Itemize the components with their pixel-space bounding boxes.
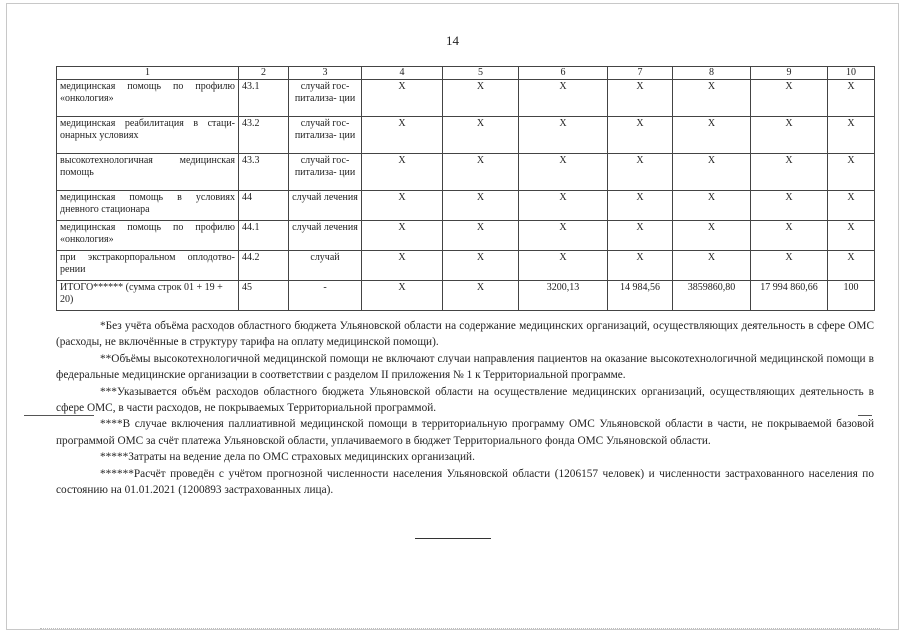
value-cell: X [608,117,673,154]
table-row [57,80,875,117]
footnote: ******Расчёт проведён с учётом прогнозной численности населения Ульяновской области (1206157 человек) и численности застрахованного населения по состоянию на 01.01.2021 (1200893 застрахованных лица). [56,467,874,497]
row-code: 45 [239,281,289,311]
header-cell: 2 [239,67,289,80]
value-cell: X [828,154,875,191]
separator-line [415,538,491,539]
row-unit: случай гос- питализа- ции [289,80,362,117]
value-cell: X [519,117,608,154]
value-cell: X [362,221,443,251]
row-name: при экстракорпоральном оплодотво- рении [57,251,239,281]
value-cell: X [751,80,828,117]
value-cell: X [608,154,673,191]
table-header-row [57,67,875,80]
row-unit: случай гос- питализа- ции [289,154,362,191]
value-cell: X [751,221,828,251]
row-name: высокотехнологичная медицинская помощь [57,154,239,191]
value-cell: X [751,191,828,221]
row-name: медицинская помощь по профилю «онкология» [57,221,239,251]
footnote: *****Затраты на ведение дела по ОМС страховых медицинских организаций. [100,451,475,464]
table-row-total [57,281,875,311]
value-cell: X [443,251,519,281]
value-cell: X [751,154,828,191]
value-cell: 14 984,56 [608,281,673,311]
header-cell: 5 [443,67,519,80]
value-cell: X [362,281,443,311]
row-code: 43.3 [239,154,289,191]
value-cell: X [443,191,519,221]
row-unit: случай лечения [289,191,362,221]
value-cell: X [519,191,608,221]
header-cell: 10 [828,67,875,80]
row-unit: случай гос- питализа- ции [289,117,362,154]
row-code: 44 [239,191,289,221]
value-cell: X [362,154,443,191]
value-cell: 3859860,80 [673,281,751,311]
row-name: медицинская реабилитация в стаци- онарных условиях [57,117,239,154]
value-cell: X [673,191,751,221]
value-cell: X [673,221,751,251]
value-cell: X [673,80,751,117]
value-cell: 100 [828,281,875,311]
value-cell: X [362,117,443,154]
value-cell: X [608,221,673,251]
margin-dash [24,415,94,416]
value-cell: X [828,80,875,117]
value-cell: X [443,80,519,117]
value-cell: X [519,221,608,251]
row-code: 44.2 [239,251,289,281]
header-cell: 6 [519,67,608,80]
value-cell: X [828,191,875,221]
value-cell: X [828,117,875,154]
table-row [57,191,875,221]
table-row [57,117,875,154]
header-cell: 7 [608,67,673,80]
footnote: ****В случае включения паллиативной медицинской помощи в территориальную программу ОМС Ульяновской области в части, не покрываемой базовой программой ОМС за счёт платежа Ульяновской области, уплачиваемого в бюджет Территориального фонда ОМС Ульяновской области. [56,418,874,447]
header-cell: 3 [289,67,362,80]
value-cell: X [443,154,519,191]
value-cell: X [362,191,443,221]
footnote: *Без учёта объёма расходов областного бюджета Ульяновской области на содержание медицинских организаций, осуществляющих деятельность в сфере ОМС (расходы, не включённые в структуру тарифа на оплату медицинской помощи). [56,320,874,349]
value-cell: X [519,80,608,117]
value-cell: X [751,251,828,281]
row-unit: - [289,281,362,311]
value-cell: X [362,80,443,117]
table-row [57,251,875,281]
footnotes [56,318,874,498]
value-cell: X [673,117,751,154]
table-row [57,221,875,251]
value-cell: X [673,154,751,191]
row-code: 43.2 [239,117,289,154]
value-cell: X [608,251,673,281]
header-cell: 8 [673,67,751,80]
value-cell: X [673,251,751,281]
value-cell: X [443,221,519,251]
row-code: 44.1 [239,221,289,251]
footnote: ***Указывается объём расходов областного бюджета Ульяновской области на осуществление медицинских организаций, осуществляющих деятельность в сфере ОМС, в части расходов, не покрываемых Территориальной программой. [56,385,874,415]
row-unit: случай лечения [289,221,362,251]
value-cell: X [828,221,875,251]
value-cell: X [751,117,828,154]
header-cell: 4 [362,67,443,80]
header-cell: 9 [751,67,828,80]
scan-artifact [40,628,880,629]
value-cell: 17 994 860,66 [751,281,828,311]
value-cell: X [443,117,519,154]
value-cell: X [443,281,519,311]
value-cell: X [608,80,673,117]
page-number: 14 [446,33,459,48]
value-cell: X [608,191,673,221]
row-name: медицинская помощь в условиях дневного стационара [57,191,239,221]
header-cell: 1 [57,67,239,80]
value-cell: X [519,251,608,281]
table-row [57,154,875,191]
row-code: 43.1 [239,80,289,117]
value-cell: 3200,13 [519,281,608,311]
row-unit: случай [289,251,362,281]
value-cell: X [828,251,875,281]
value-cell: X [362,251,443,281]
margin-dash [858,415,872,416]
value-cell: X [519,154,608,191]
data-table [56,66,875,311]
row-name: медицинская помощь по профилю «онкология» [57,80,239,117]
footnote: **Объёмы высокотехнологичной медицинской помощи не включают случаи направления пациентов на оказание высокотехнологичной медицинской помощи в федеральные медицинские организации в соответствии с разделом II приложения № 1 к Территориальной программе. [56,352,874,382]
row-name: ИТОГО****** (сумма строк 01 + 19 + 20) [57,281,239,311]
